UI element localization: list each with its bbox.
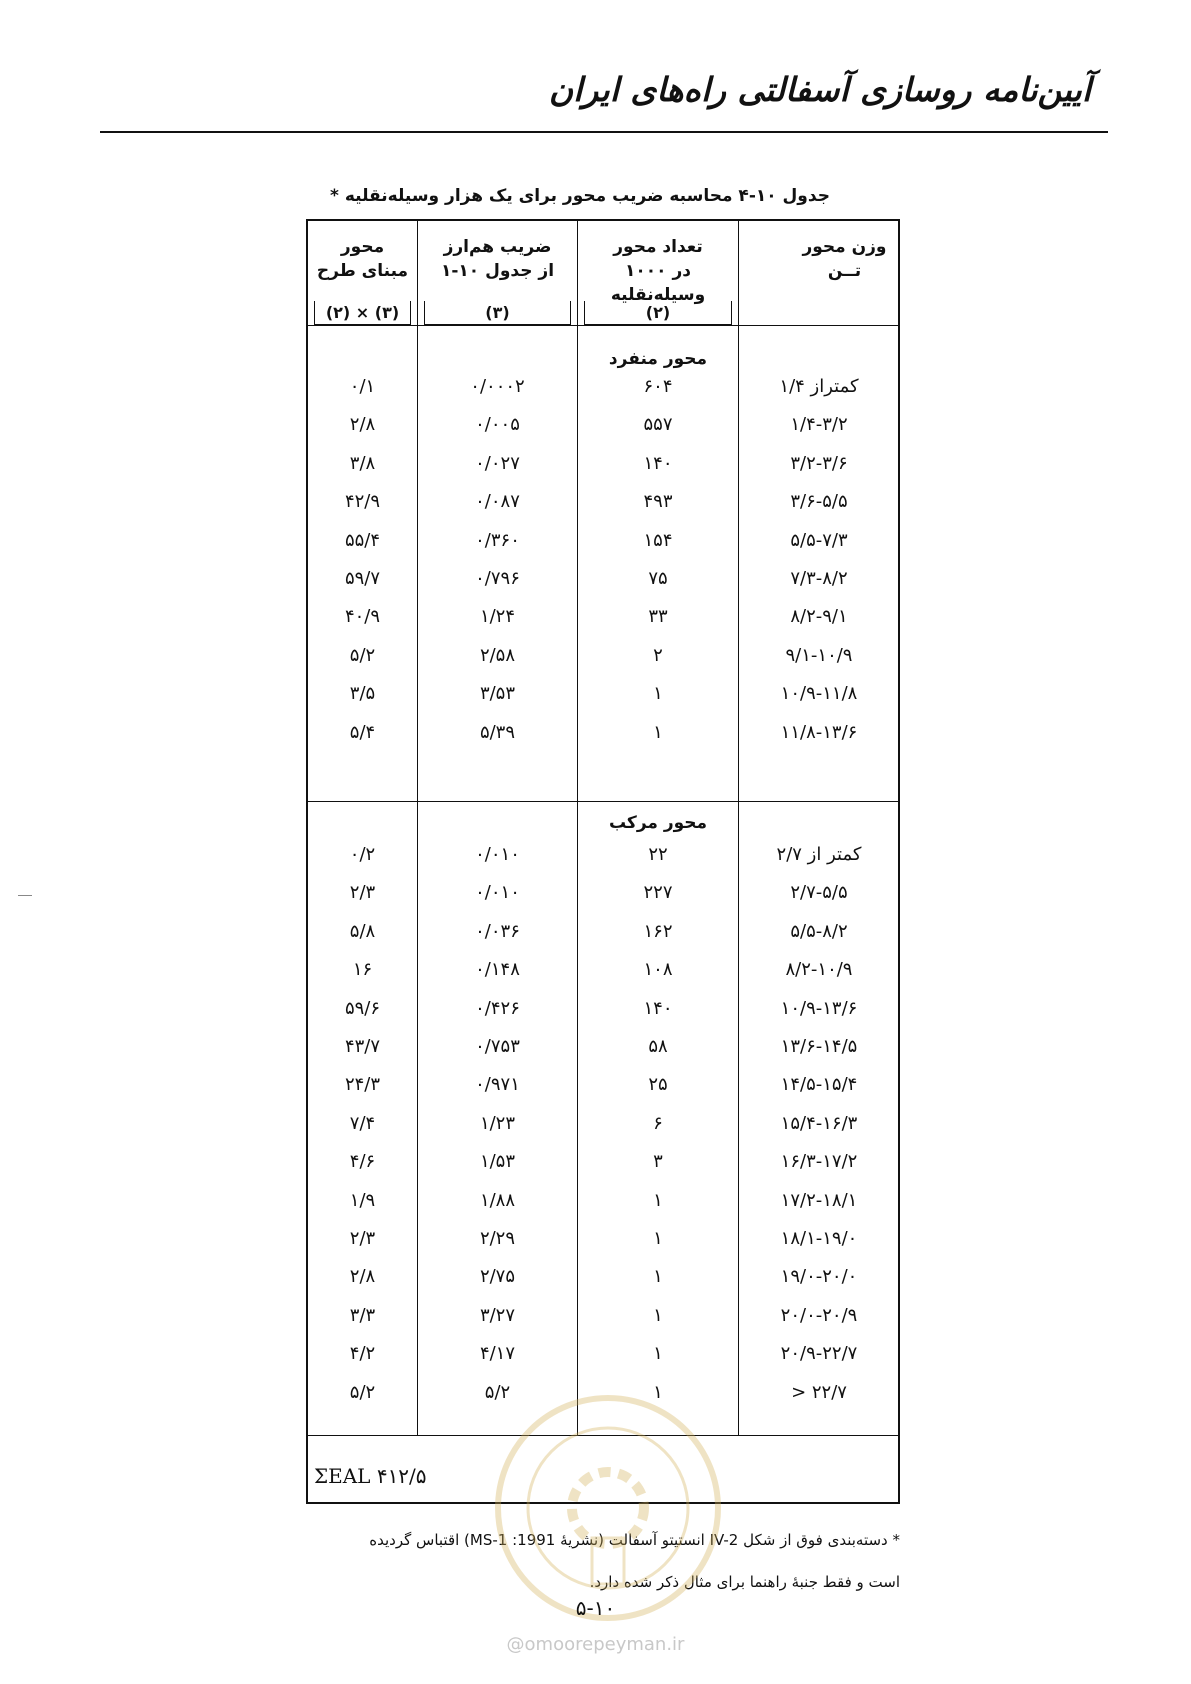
cell-axle-weight: ۱۹/۰-۲۰/۰ (780, 1266, 858, 1288)
cell-axle-weight: ۵/۵-۷/۳ (790, 529, 848, 551)
table-row (308, 522, 898, 560)
cell-design-axles: ۵/۲ (349, 1381, 376, 1403)
cell-axle-weight: ۷/۳-۸/۲ (790, 568, 848, 589)
cell-axle-weight: ۱۳/۶-۱۴/۵ (780, 1036, 858, 1057)
cell-axle-count: ۵۸ (648, 1036, 668, 1057)
cell-axle-weight: ۱۸/۱-۱۹/۰ (780, 1228, 858, 1249)
cell-axle-weight: ۱۱/۸-۱۳/۶ (780, 721, 858, 743)
cell-equivalency-factor: ۲/۵۸ (479, 644, 516, 666)
table-row (308, 1182, 898, 1220)
cell-design-axles: ۳/۵ (349, 683, 376, 705)
header-line: در ۱۰۰۰ وسیله‌نقلیه (610, 261, 706, 305)
cell-equivalency-factor: ۱/۵۳ (479, 1151, 516, 1173)
table-row (308, 483, 898, 521)
margin-mark (18, 895, 32, 896)
column-number-box (314, 301, 411, 325)
table-row (308, 1335, 898, 1373)
table-row (308, 1297, 898, 1335)
column-number-box (424, 301, 571, 325)
cell-equivalency-factor: ۰/۰۰۰۲ (470, 376, 525, 397)
table-row (308, 445, 898, 483)
cell-axle-weight: ۳/۲-۳/۶ (790, 452, 848, 474)
header-design-axles (308, 235, 417, 287)
table-row (308, 637, 898, 675)
cell-design-axles: ۵۹/۷ (344, 568, 381, 589)
cell-axle-count: ۲ (653, 644, 663, 666)
cell-equivalency-factor: ۲/۷۵ (479, 1266, 516, 1288)
header-bottom-rule (308, 325, 898, 326)
cell-design-axles: ۲/۳ (349, 1228, 376, 1249)
header-line: تعداد محور (613, 237, 703, 257)
cell-axle-weight: ۱۷/۲-۱۸/۱ (780, 1189, 858, 1211)
cell-axle-count: ۱۶۲ (643, 920, 673, 942)
cell-axle-count: ۲۲۷ (643, 882, 673, 904)
cell-axle-weight: ۳/۶-۵/۵ (790, 491, 848, 513)
cell-equivalency-factor: ۱/۸۸ (479, 1189, 516, 1211)
cell-axle-weight: ۱/۴-۳/۲ (790, 414, 848, 436)
header-equivalency-factor (418, 235, 577, 287)
running-header-title: آیین‌نامه روسازی آسفالتی راه‌های ایران (548, 70, 1091, 109)
cell-axle-count: ۱ (653, 721, 663, 743)
table-row (308, 913, 898, 951)
footnote-line-1: * دسته‌بندی فوق از شکل IV-2 انستیتو آسفالت (نشریهٔ 1991: MS-1) اقتباس گردیده (369, 1531, 900, 1549)
cell-equivalency-factor: ۰/۷۹۶ (475, 568, 520, 589)
cell-design-axles: ۴/۲ (349, 1343, 376, 1365)
watermark-text: @omoorepeyman.ir (506, 1634, 685, 1655)
header-line: وزن محور (802, 237, 887, 257)
cell-axle-weight: ۲۰/۹-۲۲/۷ (780, 1343, 858, 1365)
table-row (308, 1143, 898, 1181)
section-label-tandem-axle: محور مرکب (608, 813, 708, 833)
cell-equivalency-factor: ۰/۰۰۵ (475, 414, 520, 436)
table-row (308, 874, 898, 912)
header-line: محور (340, 237, 385, 257)
cell-design-axles: ۲/۳ (349, 882, 376, 904)
table-row (308, 560, 898, 598)
table-caption: جدول ۱۰-۴ محاسبه ضریب محور برای یک هزار وسیله‌نقلیه * (330, 186, 830, 206)
section-label-single-axle: محور منفرد (608, 349, 708, 369)
column-number-box (584, 301, 732, 325)
cell-axle-weight: ۲/۷-۵/۵ (790, 882, 848, 904)
cell-equivalency-factor: ۵/۲ (484, 1381, 511, 1403)
cell-equivalency-factor: ۰/۳۶۰ (475, 529, 520, 551)
cell-equivalency-factor: ۱/۲۴ (479, 606, 516, 628)
cell-axle-weight: ۹/۱-۱۰/۹ (785, 644, 853, 666)
cell-design-axles: ۵/۸ (349, 920, 376, 942)
cell-axle-count: ۱۴۰ (643, 997, 673, 1019)
cell-axle-count: ۶ (653, 1112, 663, 1134)
table-row (308, 1028, 898, 1066)
cell-axle-count: ۵۵۷ (643, 414, 673, 436)
cell-axle-count: ۱ (653, 1266, 663, 1288)
cell-axle-weight: ۸/۲-۹/۱ (790, 606, 848, 628)
cell-axle-weight: ۲۰/۰-۲۰/۹ (780, 1304, 858, 1326)
cell-axle-count: ۱۵۴ (643, 529, 673, 551)
cell-design-axles: ۵۵/۴ (344, 529, 381, 551)
cell-equivalency-factor: ۰/۰۲۷ (475, 452, 520, 474)
header-line: مبنای طرح (316, 261, 409, 281)
cell-design-axles: ۰/۲ (349, 844, 376, 865)
cell-equivalency-factor: ۰/۹۷۱ (475, 1074, 520, 1096)
cell-equivalency-factor: ۰/۷۵۳ (475, 1036, 520, 1057)
cell-axle-weight: ۱۰/۹-۱۳/۶ (780, 997, 858, 1019)
column-number-product: (۳) × (۲) (325, 303, 400, 322)
cell-design-axles: ۵/۲ (349, 644, 376, 666)
axle-factor-table (306, 219, 900, 1504)
cell-design-axles: ۳/۸ (349, 452, 376, 474)
cell-axle-count: ۱ (653, 1381, 663, 1403)
cell-axle-count: ۱۴۰ (643, 452, 673, 474)
cell-equivalency-factor: ۱/۲۳ (479, 1112, 516, 1134)
table-row (308, 836, 898, 874)
cell-design-axles: ۴/۶ (349, 1151, 376, 1173)
cell-axle-count: ۳۳ (648, 606, 668, 628)
table-row (308, 368, 898, 406)
cell-design-axles: ۲/۸ (349, 414, 376, 436)
cell-equivalency-factor: ۰/۰۳۶ (475, 920, 520, 942)
cell-axle-weight: ۱۴/۵-۱۵/۴ (780, 1074, 858, 1096)
column-number-3: (۳) (485, 303, 510, 322)
total-eal: ΣEAL ۴۱۲/۵ (314, 1464, 427, 1488)
cell-axle-weight: ۸/۲-۱۰/۹ (785, 959, 853, 981)
table-row (308, 406, 898, 444)
cell-axle-count: ۱ (653, 1228, 663, 1249)
cell-design-axles: ۱/۹ (349, 1189, 376, 1211)
section-divider (308, 801, 898, 802)
cell-axle-count: ۱ (653, 683, 663, 705)
cell-axle-weight: > ۲۲/۷ (791, 1381, 847, 1403)
cell-axle-count: ۶۰۴ (643, 376, 673, 397)
cell-equivalency-factor: ۰/۰۱۰ (475, 882, 520, 904)
table-row (308, 1258, 898, 1296)
cell-axle-count: ۷۵ (648, 568, 668, 589)
cell-axle-count: ۱۰۸ (643, 959, 673, 981)
cell-design-axles: ۰/۱ (349, 376, 376, 397)
cell-design-axles: ۴۳/۷ (344, 1036, 381, 1057)
cell-axle-weight: کمتراز ۱/۴ (779, 376, 859, 397)
column-number-2: (۲) (645, 303, 671, 322)
table-row (308, 714, 898, 752)
cell-axle-weight: کمتر از ۲/۷ (776, 844, 862, 865)
cell-design-axles: ۵۹/۶ (344, 997, 381, 1019)
cell-design-axles: ۴۰/۹ (344, 606, 381, 628)
cell-axle-weight: ۱۰/۹-۱۱/۸ (780, 683, 858, 705)
table-row (308, 951, 898, 989)
table-row (308, 1220, 898, 1258)
cell-equivalency-factor: ۰/۰۸۷ (475, 491, 520, 513)
cell-design-axles: ۲۴/۳ (344, 1074, 381, 1096)
watermark-seal-icon (488, 1388, 728, 1628)
cell-axle-weight: ۱۶/۳-۱۷/۲ (780, 1151, 858, 1173)
table-row (308, 990, 898, 1028)
table-row (308, 1066, 898, 1104)
cell-axle-count: ۱ (653, 1189, 663, 1211)
cell-equivalency-factor: ۳/۵۳ (479, 683, 516, 705)
cell-equivalency-factor: ۰/۴۲۶ (475, 997, 520, 1019)
cell-equivalency-factor: ۰/۱۴۸ (475, 959, 520, 981)
cell-equivalency-factor: ۳/۲۷ (479, 1304, 516, 1326)
header-line: از جدول ۱۰-۱ (440, 261, 555, 281)
table-row (308, 598, 898, 636)
cell-design-axles: ۲/۸ (349, 1266, 376, 1288)
cell-axle-weight: ۱۵/۴-۱۶/۳ (780, 1112, 858, 1134)
page-number: ۵-۱۰ (575, 1596, 616, 1620)
header-axle-weight (791, 235, 898, 287)
cell-axle-weight: ۵/۵-۸/۲ (790, 920, 848, 942)
header-axle-count (578, 235, 738, 305)
cell-design-axles: ۵/۴ (349, 721, 376, 743)
cell-equivalency-factor: ۵/۳۹ (479, 721, 516, 743)
header-line: تــن (827, 261, 862, 281)
header-line: ضریب هم‌ارز (443, 237, 552, 257)
table-row (308, 675, 898, 713)
cell-equivalency-factor: ۴/۱۷ (479, 1343, 516, 1365)
cell-axle-count: ۲۵ (648, 1074, 668, 1096)
cell-design-axles: ۳/۳ (349, 1304, 376, 1326)
cell-axle-count: ۱ (653, 1343, 663, 1365)
cell-axle-count: ۳ (653, 1151, 663, 1173)
cell-equivalency-factor: ۰/۰۱۰ (475, 844, 520, 865)
cell-axle-count: ۱ (653, 1304, 663, 1326)
cell-equivalency-factor: ۲/۲۹ (479, 1228, 516, 1249)
cell-design-axles: ۷/۴ (349, 1112, 376, 1134)
cell-design-axles: ۱۶ (352, 959, 373, 981)
table-row (308, 1105, 898, 1143)
cell-design-axles: ۴۲/۹ (344, 491, 381, 513)
cell-axle-count: ۲۲ (648, 844, 668, 865)
footnote-line-2: است و فقط جنبهٔ راهنما برای مثال ذکر شده دارد. (589, 1573, 900, 1591)
header-rule (100, 131, 1108, 133)
cell-axle-count: ۴۹۳ (643, 491, 673, 513)
